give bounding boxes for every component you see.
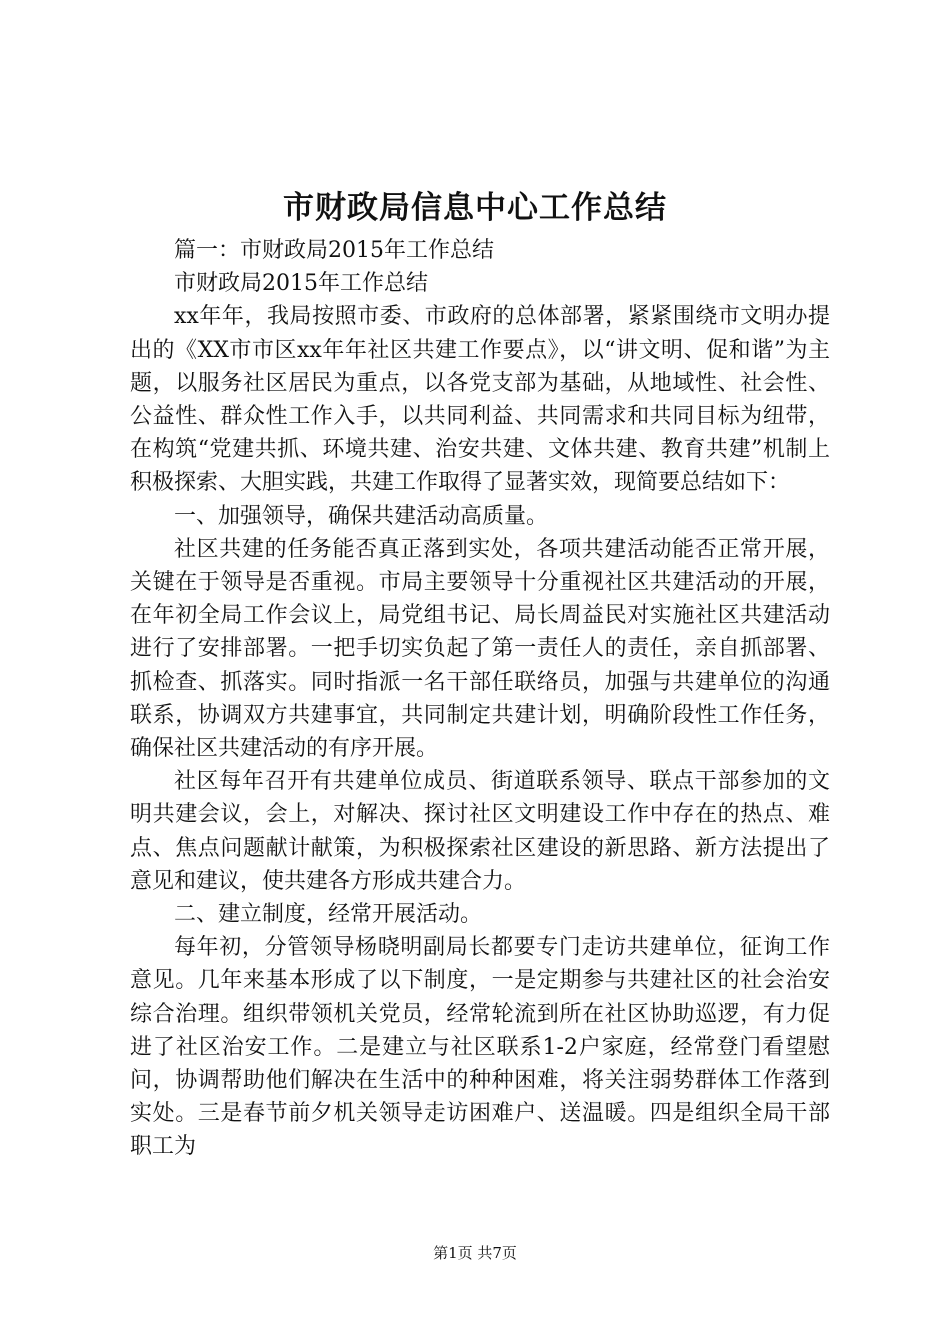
document-title: 市财政局信息中心工作总结 bbox=[283, 190, 667, 226]
paragraph-heading-two: 二、建立制度，经常开展活动。 bbox=[174, 902, 483, 928]
paragraph-leadership: 社区共建的任务能否真正落到实处，各项共建活动能否正常开展，关键在于领导是否重视。市局主要领导十分重视社区共建活动的开展，在年初全局工作会议上，局党组书记、局长周益民对实施社区共建活动进行了安排部署。一把手切实负起了第一责任人的责任，亲自抓部署、抓检查、抓落实。同时指派一名干部任联络员，加强与共建单位的沟通联系，协调双方共建事宜，共同制定共建计划，明确阶段性工作任务，确保社区共建活动的有序开展。 bbox=[130, 536, 830, 762]
paragraph-heading-one: 一、加强领导，确保共建活动高质量。 bbox=[174, 503, 549, 529]
paragraph-system: 每年初，分管领导杨晓明副局长都要专门走访共建单位，征询工作意见。几年来基本形成了以下制度，一是定期参与共建社区的社会治安综合治理。组织带领机关党员，经常轮流到所在社区协助巡逻，有力促进了社区治安工作。二是建立与社区联系1-2户家庭，经常登门看望慰问，协调帮助他们解决在生活中的种种困难，将关注弱势群体工作落到实处。三是春节前夕机关领导走访困难户、送温暖。四是组织全局干部职工为 bbox=[130, 935, 830, 1160]
document-body bbox=[130, 234, 830, 1164]
paragraph-section-heading: 篇一：市财政局2015年工作总结 bbox=[174, 238, 494, 263]
page-number-footer: 第1页 共7页 bbox=[433, 1244, 517, 1262]
paragraph-subtitle: 市财政局2015年工作总结 bbox=[174, 271, 428, 297]
paragraph-intro: xx年年，我局按照市委、市政府的总体部署，紧紧围绕市文明办提出的《XX市市区xx年年社区共建工作要点》，以“讲文明、促和谐”为主题，以服务社区居民为重点，以各党支部为基础，从地域性、社会性、公益性、群众性工作入手，以共同利益、共同需求和共同目标为纽带，在构筑“党建共抓、环境共建、治安共建、文体共建、教育共建”机制上积极探索、大胆实践，共建工作取得了显著实效，现简要总结如下： bbox=[130, 304, 830, 496]
paragraph-meeting: 社区每年召开有共建单位成员、街道联系领导、联点干部参加的文明共建会议，会上，对解决、探讨社区文明建设工作中存在的热点、难点、焦点问题献计献策，为积极探索社区建设的新思路、新方法提出了意见和建议，使共建各方形成共建合力。 bbox=[130, 769, 830, 894]
